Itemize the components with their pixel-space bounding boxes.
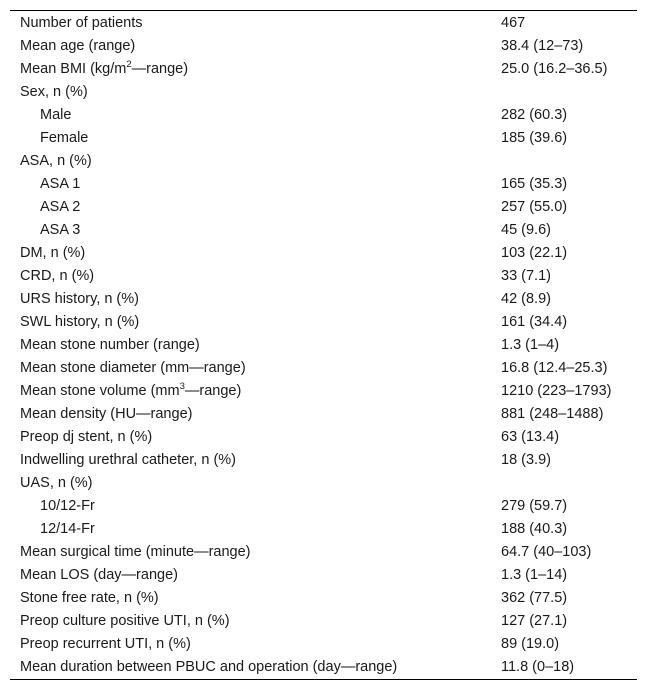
- row-label: Mean stone number (range): [20, 337, 200, 353]
- table-row: [10, 656, 637, 679]
- row-label: Mean duration between PBUC and operation (day—range): [20, 659, 398, 675]
- row-label: Number of patients: [20, 14, 143, 31]
- table-row: [10, 35, 637, 58]
- row-label-text: Mean stone volume (mm: [20, 383, 180, 399]
- table-row: [10, 541, 637, 564]
- patient-characteristics-table: [10, 10, 637, 680]
- row-value: 257 (55.0): [501, 199, 568, 215]
- row-label: ASA 3: [40, 222, 81, 238]
- table-row: [10, 472, 637, 495]
- table-row: [10, 104, 637, 127]
- row-value: 165 (35.3): [501, 176, 568, 192]
- row-value: 881 (248–1488): [501, 406, 604, 422]
- row-label: Mean density (HU—range): [20, 406, 193, 422]
- row-label: ASA 2: [40, 199, 81, 215]
- table-row: [10, 380, 637, 403]
- table-row: [10, 311, 637, 334]
- table-row: [10, 265, 637, 288]
- table-row: [10, 81, 637, 104]
- data-table: [10, 11, 637, 679]
- table-row: [10, 564, 637, 587]
- row-value: 11.8 (0–18): [501, 659, 575, 675]
- row-label: Stone free rate, n (%): [20, 590, 159, 606]
- row-label: Preop recurrent UTI, n (%): [20, 636, 191, 652]
- row-label: Preop dj stent, n (%): [20, 429, 153, 445]
- row-label: [10, 58, 501, 81]
- row-value: 63 (13.4): [501, 429, 560, 445]
- row-value: 16.8 (12.4–25.3): [501, 360, 608, 376]
- row-label: Preop culture positive UTI, n (%): [20, 613, 230, 629]
- table-row: [10, 610, 637, 633]
- row-label-text: Mean BMI (kg/m: [20, 61, 127, 77]
- row-label-superscript: 3: [179, 381, 185, 392]
- table-body: [10, 11, 637, 679]
- row-value: 64.7 (40–103): [501, 544, 592, 560]
- table-row: [10, 334, 637, 357]
- row-label: ASA, n (%): [20, 153, 92, 169]
- row-label: Mean LOS (day—range): [20, 567, 178, 583]
- row-value: 33 (7.1): [501, 268, 551, 284]
- row-label: Female: [40, 130, 89, 146]
- row-label: Sex, n (%): [20, 84, 88, 100]
- row-label: CRD, n (%): [20, 268, 95, 284]
- table-row: [10, 426, 637, 449]
- table-row: [10, 403, 637, 426]
- row-label: Mean stone diameter (mm—range): [20, 360, 246, 376]
- row-value: 45 (9.6): [501, 222, 551, 238]
- row-value: 362 (77.5): [501, 590, 568, 606]
- row-label-text-suffix: —range): [131, 61, 189, 77]
- row-value: 25.0 (16.2–36.5): [501, 61, 608, 77]
- row-value: 161 (34.4): [501, 314, 568, 330]
- row-label: DM, n (%): [20, 245, 86, 261]
- row-value: [501, 150, 637, 173]
- row-value: 42 (8.9): [501, 291, 551, 307]
- table-row: [10, 127, 637, 150]
- row-label: URS history, n (%): [20, 291, 139, 307]
- table-row: [10, 11, 637, 35]
- row-value: 1.3 (1–4): [501, 337, 560, 353]
- table-row: [10, 58, 637, 81]
- table-row: [10, 518, 637, 541]
- row-value: 18 (3.9): [501, 452, 551, 468]
- table-row: [10, 357, 637, 380]
- row-value: 89 (19.0): [501, 636, 560, 652]
- row-label: [10, 380, 501, 403]
- table-row: [10, 587, 637, 610]
- table-row: [10, 173, 637, 196]
- row-label: UAS, n (%): [20, 475, 93, 491]
- row-label-text-suffix: —range): [184, 383, 242, 399]
- row-label: Mean surgical time (minute—range): [20, 544, 251, 560]
- row-value: 188 (40.3): [501, 521, 568, 537]
- row-label: 12/14-Fr: [40, 521, 95, 537]
- table-row: [10, 150, 637, 173]
- table-row: [10, 242, 637, 265]
- row-value: 185 (39.6): [501, 130, 568, 146]
- row-label: 10/12-Fr: [40, 498, 95, 514]
- table-row: [10, 633, 637, 656]
- row-label: Indwelling urethral catheter, n (%): [20, 452, 236, 468]
- table-row: [10, 196, 637, 219]
- row-value: [501, 81, 637, 104]
- table-row: [10, 449, 637, 472]
- row-label-superscript: 2: [126, 59, 132, 70]
- row-value: [501, 472, 637, 495]
- table-row: [10, 495, 637, 518]
- table-row: [10, 288, 637, 311]
- table-row: [10, 219, 637, 242]
- row-value: 282 (60.3): [501, 107, 568, 123]
- row-label: SWL history, n (%): [20, 314, 140, 330]
- row-label: ASA 1: [40, 176, 81, 192]
- row-value: 1.3 (1–14): [501, 567, 568, 583]
- row-label: Male: [40, 107, 72, 123]
- row-value: 38.4 (12–73): [501, 38, 584, 54]
- row-label: Mean age (range): [20, 38, 136, 54]
- row-value: 103 (22.1): [501, 245, 568, 261]
- row-value: 279 (59.7): [501, 498, 568, 514]
- row-value: 1210 (223–1793): [501, 383, 612, 399]
- row-value: 467: [501, 14, 526, 31]
- row-value: 127 (27.1): [501, 613, 568, 629]
